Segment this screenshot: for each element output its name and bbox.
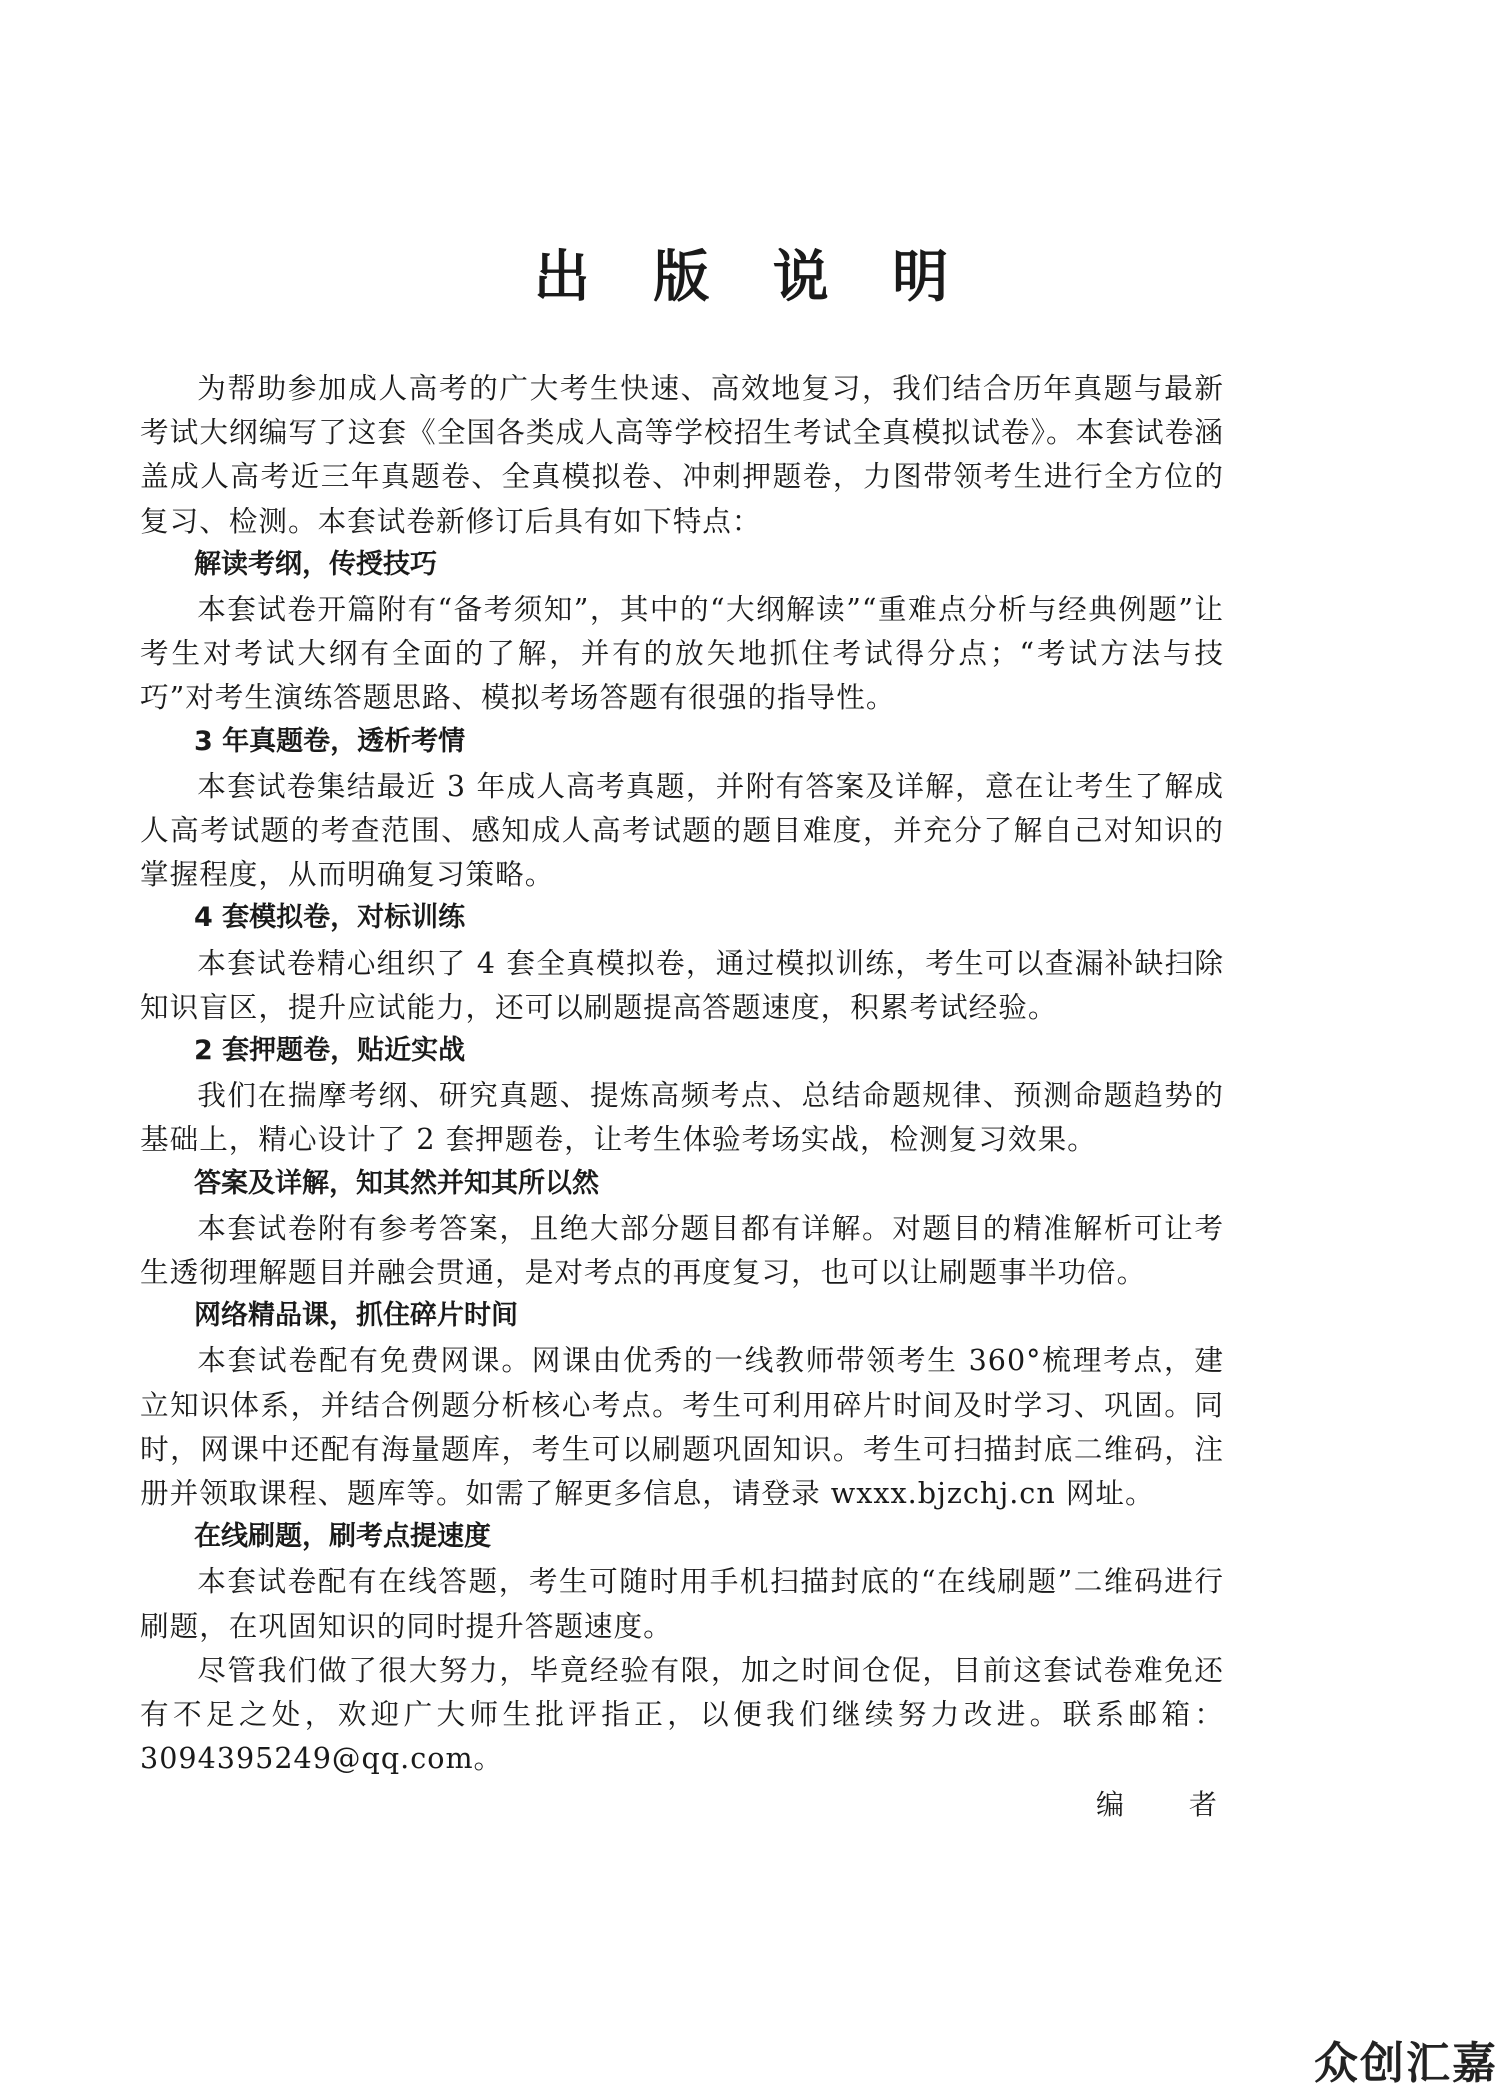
closing-paragraph: 尽管我们做了很大努力，毕竟经验有限，加之时间仓促，目前这套试卷难免还有不足之处，欢迎广大师生批评指正，以便我们继续努力改进。联系邮箱：3094395249@qq.com。 xyxy=(140,1652,1224,1776)
section-heading-4: 2 套押题卷，贴近实战 xyxy=(194,1035,466,1067)
section-body-2: 本套试卷集结最近 3 年成人高考真题，并附有答案及详解，意在让考生了解成人高考试题的考查范围、感知成人高考试题的题目难度，并充分了解自己对知识的掌握程度，从而明确复习策略。 xyxy=(140,768,1224,892)
watermark-logo: 众创汇嘉 xyxy=(1314,2038,1498,2089)
intro-paragraph: 为帮助参加成人高考的广大考生快速、高效地复习，我们结合历年真题与最新考试大纲编写了这套《全国各类成人高等学校招生考试全真模拟试卷》。本套试卷涵盖成人高考近三年真题卷、全真模拟卷、冲刺押题卷，力图带领考生进行全方位的复习、检测。本套试卷新修订后具有如下特点： xyxy=(140,371,1224,538)
section-body-6: 本套试卷配有免费网课。网课由优秀的一线教师带领考生 360°梳理考点，建立知识体系，并结合例题分析核心考点。考生可利用碎片时间及时学习、巩固。同时，网课中还配有海量题库，考生可以刷题巩固知识。考生可扫描封底二维码，注册并领取课程、题库等。如需了解更多信息，请登录 wxxx.bjzchj.cn 网址。 xyxy=(140,1343,1224,1511)
section-body-3: 本套试卷精心组织了 4 套全真模拟卷，通过模拟训练，考生可以查漏补缺扫除知识盲区，提升应试能力，还可以刷题提高答题速度，积累考试经验。 xyxy=(140,945,1224,1024)
section-body-5: 本套试卷附有参考答案，且绝大部分题目都有详解。对题目的精准解析可让考生透彻理解题目并融会贯通，是对考点的再度复习，也可以让刷题事半功倍。 xyxy=(140,1210,1224,1290)
section-heading-3: 4 套模拟卷，对标训练 xyxy=(194,902,466,934)
section-body-1: 本套试卷开篇附有“备考须知”，其中的“大纲解读”“重难点分析与经典例题”让考生对考试大纲有全面的了解，并有的放矢地抓住考试得分点；“考试方法与技巧”对考生演练答题思路、模拟考场答题有很强的指导性。 xyxy=(140,592,1224,715)
document-body xyxy=(140,366,1224,1781)
section-body-4: 我们在揣摩考纲、研究真题、提炼高频考点、总结命题规律、预测命题趋势的基础上，精心设计了 2 套押题卷，让考生体验考场实战，检测复习效果。 xyxy=(140,1078,1224,1157)
section-body-7: 本套试卷配有在线答题，考生可随时用手机扫描封底的“在线刷题”二维码进行刷题，在巩固知识的同时提升答题速度。 xyxy=(140,1564,1224,1643)
page-title: 出 版 说 明 xyxy=(533,244,971,310)
editor-signature: 编 者 xyxy=(1096,1788,1245,1821)
section-heading-5: 答案及详解，知其然并知其所以然 xyxy=(194,1167,599,1199)
section-heading-1: 解读考纲，传授技巧 xyxy=(194,548,437,580)
section-heading-7: 在线刷题，刷考点提速度 xyxy=(194,1521,491,1553)
section-heading-6: 网络精品课，抓住碎片时间 xyxy=(194,1300,518,1332)
section-heading-2: 3 年真题卷，透析考情 xyxy=(194,725,466,757)
